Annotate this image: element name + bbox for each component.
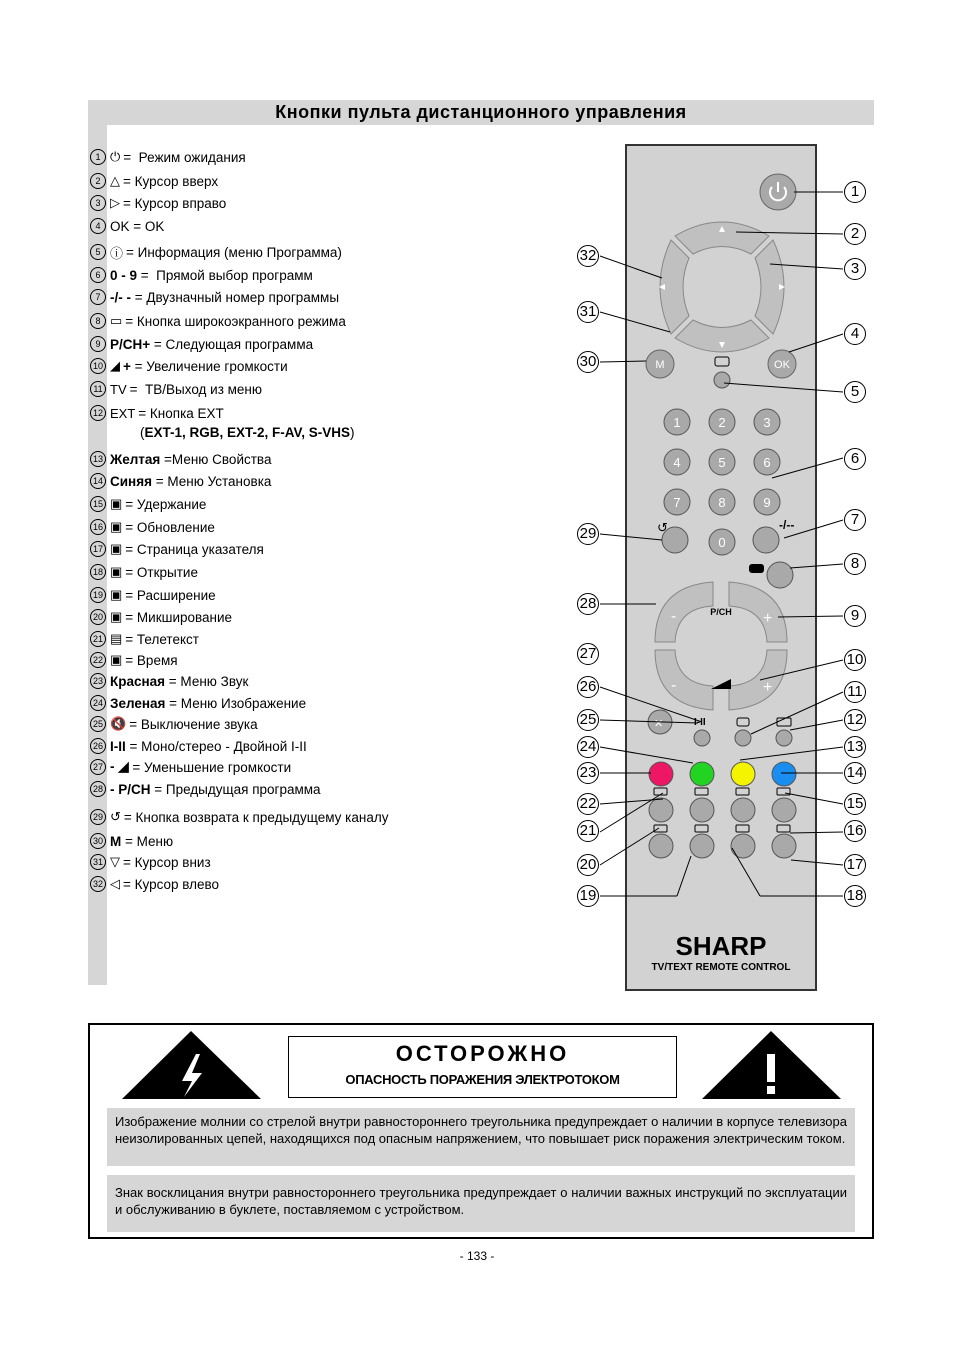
legend-item-9 [90,334,313,354]
legend-text: = Меню Звук [165,673,249,689]
digit-label: 7 [673,495,681,510]
digit-label: 3 [763,415,771,430]
mute-icon: ✕ [654,717,664,730]
legend-symbol-icon: ▣ [110,519,123,534]
legend-number: 31 [90,854,106,870]
legend-number: 2 [90,173,106,189]
lightning-warning-icon [120,1029,263,1101]
callout-10: 10 [844,649,866,671]
legend-key: -/- - [110,289,131,305]
legend-item-17 [90,539,264,559]
callout-16: 16 [844,820,866,842]
ok-button-label: OK [774,359,790,371]
digit-label: 0 [718,535,726,550]
legend-text: = Информация (меню Программа) [126,244,342,260]
callout-21: 21 [577,820,599,842]
legend-key: + [123,358,131,374]
legend-number: 17 [90,541,106,557]
legend-symbol-icon: ▣ [110,587,123,602]
callout-27: 27 [577,643,599,665]
legend-symbol-icon: △ [110,173,120,188]
callout-18: 18 [844,885,866,907]
legend-number: 1 [90,149,106,165]
legend-symbol-icon: ↺ [110,809,121,824]
legend-text: = Курсор вниз [123,854,211,870]
legend-item-1 [90,147,246,167]
legend-symbol-icon: ⓘ [110,245,124,261]
volume-minus-sign: - [671,677,677,694]
volume-plus-sign: + [763,679,773,696]
callout-29: 29 [577,523,599,545]
legend-number: 15 [90,496,106,512]
legend-number: 32 [90,876,106,892]
legend-number: 28 [90,781,106,797]
legend-item-15 [90,494,206,514]
callout-12: 12 [844,709,866,731]
legend-text: = Прямой выбор программ [137,267,313,283]
callout-17: 17 [844,854,866,876]
callout-5: 5 [844,381,866,403]
legend-number: 12 [90,405,106,421]
exclamation-warning-icon [700,1029,843,1101]
callout-23: 23 [577,762,599,784]
callout-25: 25 [577,709,599,731]
page-title: Кнопки пульта дистанционного управления [275,102,687,122]
legend-number: 4 [90,218,106,234]
legend-key: M [110,833,122,849]
callout-20: 20 [577,854,599,876]
legend-symbol-icon: TV [110,381,127,397]
legend-number: 25 [90,716,106,732]
digit-label: 6 [763,455,771,470]
legend-number: 6 [90,267,106,283]
legend-number: 19 [90,587,106,603]
callout-28: 28 [577,593,599,615]
legend-number: 29 [90,809,106,825]
legend-item-31 [90,852,211,872]
legend-text: = Время [125,652,178,668]
legend-text: = Следующая программа [150,336,314,352]
callout-11: 11 [844,681,866,703]
page-number: - 133 - [459,1249,495,1263]
legend-symbol-icon: ▣ [110,541,123,556]
callout-26: 26 [577,676,599,698]
digit-label: 5 [718,455,726,470]
legend-item-16 [90,517,215,537]
callout-31: 31 [577,301,599,323]
legend-key: Красная [110,673,166,689]
warning-title: ОСТОРОЖНО [395,1041,570,1066]
callout-1: 1 [844,181,866,203]
callout-22: 22 [577,793,599,815]
pch-minus-sign: - [671,608,677,625]
legend-text: =Меню Свойства [160,451,272,467]
callout-lines [560,140,880,920]
callout-14: 14 [844,762,866,784]
legend-number: 11 [90,381,106,397]
legend-item-4 [90,216,164,236]
callout-32: 32 [577,245,599,267]
callout-3: 3 [844,258,866,280]
legend-key: 0 - 9 [110,267,138,283]
legend-number: 21 [90,631,106,647]
legend-item-30 [90,831,173,851]
legend-text: = Кнопка возврата к предыдущему каналу [123,809,389,825]
legend-number: 20 [90,609,106,625]
legend-text: = Моно/стерео - Двойной I-II [125,738,307,754]
legend-item-27 [90,757,291,777]
legend-item-23 [90,671,248,691]
callout-6: 6 [844,448,866,470]
legend-item-32 [90,874,219,894]
callout-2: 2 [844,223,866,245]
legend-number: 22 [90,652,106,668]
legend-text: = Курсор вправо [123,195,227,211]
legend-number: 8 [90,313,106,329]
legend-item-5 [90,242,342,262]
legend-symbol-icon: 🔇 [110,716,127,731]
legend-item-29 [90,807,388,827]
legend-symbol-icon: ▣ [110,564,123,579]
legend-symbol-icon: ▣ [110,652,123,667]
legend-text: = Предыдущая программа [150,781,321,797]
legend-number: 24 [90,695,106,711]
legend-key: I-II [110,738,126,754]
legend-number: 10 [90,358,106,374]
legend-item-6 [90,265,313,285]
legend-symbol-icon: ▤ [110,631,123,646]
legend-key: Желтая [110,451,161,467]
legend-key: Синяя [110,473,152,489]
legend-text: = Меню Установка [151,473,272,489]
legend-item-20 [90,607,232,627]
legend-number: 13 [90,451,106,467]
legend-item-26 [90,736,307,756]
legend-key: - P/CH [110,781,151,797]
digit-label: 4 [673,455,681,470]
callout-15: 15 [844,793,866,815]
legend-number: 30 [90,833,106,849]
warning-paragraph-exclamation: Знак восклицания внутри равностороннего треугольника предупреждает о наличии важных инструкций по эксплуатации и обслуживанию в буклете, поставляемом с устройством. [107,1175,855,1232]
legend-number: 7 [90,289,106,305]
legend-item-22 [90,650,178,670]
legend-number: 5 [90,244,106,260]
legend-text: = Меню Изображение [165,695,307,711]
warning-subtitle: ОПАСНОСТЬ ПОРАЖЕНИЯ ЭЛЕКТРОТОКОМ [345,1072,620,1087]
callout-7: 7 [844,509,866,531]
legend-text: = Курсор влево [123,876,220,892]
legend-symbol-icon: ⏻ [110,149,121,164]
legend-item-10 [90,356,288,376]
legend-symbol-icon: ◢ [110,358,120,373]
digit-label: 9 [763,495,771,510]
legend-symbol-icon: ▷ [110,195,120,210]
callout-19: 19 [577,885,599,907]
legend-number: 18 [90,564,106,580]
legend-text: = Страница указателя [125,541,264,557]
legend-text: = Режим ожидания [123,149,246,165]
legend-number: 3 [90,195,106,211]
legend-item-7 [90,287,339,307]
legend-symbol-icon: ▽ [110,854,120,869]
legend-symbol-icon: ▣ [110,496,123,511]
legend-key: Зеленая [110,695,166,711]
digit-label: 8 [718,495,726,510]
legend-text: = Микширование [125,609,233,625]
legend-number: 14 [90,473,106,489]
legend-symbol-icon: ▣ [110,609,123,624]
legend-text: = Уменьшение громкости [128,759,292,775]
legend-item-14 [90,471,271,491]
legend-item-19 [90,585,216,605]
legend-key: P/CH+ [110,336,151,352]
legend-item-3 [90,193,226,213]
legend-item-21 [90,629,199,649]
legend-text: = Кнопка широкоэкранного режима [125,313,346,329]
remote-subtitle: TV/TEXT REMOTE CONTROL [651,962,791,973]
legend-text: = Обновление [125,519,215,535]
legend-item-28 [90,779,321,799]
legend-symbol-icon: EXT [110,405,136,421]
legend-item-13 [90,449,271,469]
dash-label: -/-- [779,518,795,532]
legend-text: = Расширение [125,587,216,603]
callout-8: 8 [844,553,866,575]
digit-label: 2 [718,415,726,430]
pch-label: P/CH [710,607,732,617]
legend-item-24 [90,693,306,713]
digit-label: 1 [673,415,681,430]
legend-symbol-icon: ▭ [110,313,123,328]
warning-paragraph-lightning: Изображение молнии со стрелой внутри равностороннего треугольника предупреждает о наличии в корпусе телевизора неизолированных цепей, находящихся под опасным напряжением, что повышает риск поражения электрическим током. [107,1108,855,1166]
legend-text: = Удержание [125,496,207,512]
legend-item-12 [90,403,224,423]
legend-number: 27 [90,759,106,775]
legend-number: 26 [90,738,106,754]
recall-icon: ↺ [657,521,668,536]
callout-9: 9 [844,605,866,627]
legend-item-2 [90,171,218,191]
legend-number: 16 [90,519,106,535]
legend-symbol-icon: ◁ [110,876,120,891]
pch-plus-sign: + [763,610,773,627]
legend-item-18 [90,562,198,582]
legend-text: = Выключение звука [129,716,258,732]
legend-text: = Курсор вверх [123,173,219,189]
legend-number: 9 [90,336,106,352]
legend-item-25 [90,714,258,734]
legend-text: = Двузначный номер программы [131,289,340,305]
legend-text: = ТВ/Выход из меню [129,381,263,397]
legend-text: = Кнопка EXT [138,405,224,421]
callout-24: 24 [577,736,599,758]
legend-text: OK = OK [110,218,165,234]
ext-sources: (EXT-1, RGB, EXT-2, F-AV, S-VHS) [140,425,355,440]
legend-text: = Открытие [125,564,198,580]
legend-key: - ◢ [110,759,129,774]
legend-item-8 [90,311,346,331]
legend-text: = Телетекст [125,631,199,647]
callout-30: 30 [577,351,599,373]
legend-item-11 [90,379,262,399]
legend-text: = Увеличение громкости [130,358,288,374]
callout-4: 4 [844,323,866,345]
callout-13: 13 [844,736,866,758]
menu-button-label: M [655,359,665,371]
brand-logo: SHARP [675,931,767,961]
legend-number: 23 [90,673,106,689]
legend-text: = Меню [121,833,174,849]
i-ii-label: I-II [694,717,706,728]
